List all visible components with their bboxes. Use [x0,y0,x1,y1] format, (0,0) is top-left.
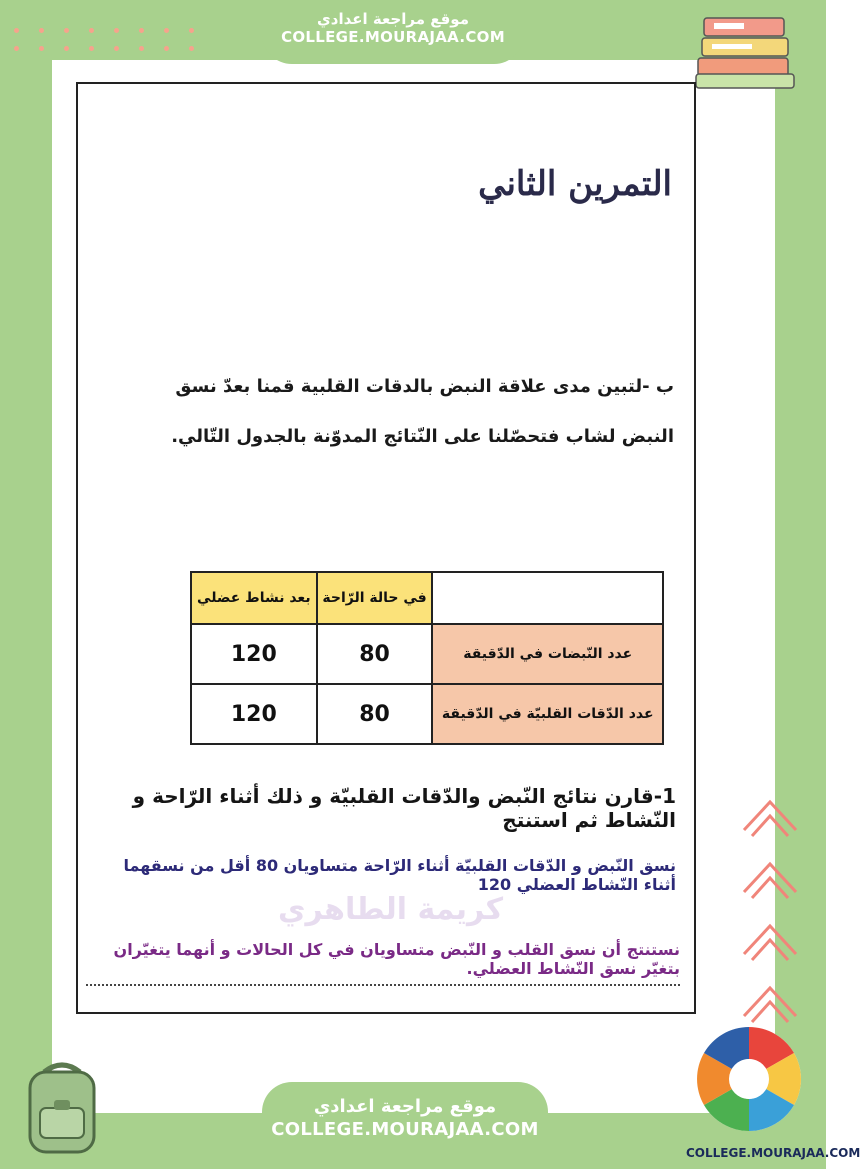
table-cell: 120 [191,684,317,744]
site-domain[interactable]: COLLEGE.MOURAJAA.COM [271,1119,539,1140]
question-1: 1-قارن نتائج النّبض والدّقات القلبيّة و ذلك أثناء الرّاحة و النّشاط ثم استنتج [132,784,676,832]
table-cell: 80 [317,684,433,744]
exercise-document [76,82,696,1014]
table-header-row [191,572,663,624]
site-logo-icon [694,1024,804,1134]
site-name: موقع مراجعة اعدادي [317,10,469,28]
backpack-icon [14,1058,110,1158]
footer-tab [262,1082,548,1169]
table-row [191,684,663,744]
answer-2: نستنتج أن نسق القلب و النّبض متساويان في كل الحالات و أنهما يتغيّران بتغيّر نسق النّشاط العضلي. [86,940,680,986]
table-header-cell: في حالة الرّاحة [317,572,433,624]
chevron-up-icon [740,790,800,838]
site-domain[interactable]: COLLEGE.MOURAJAA.COM [281,28,505,46]
header-tab [262,0,524,64]
table-header-cell [432,572,663,624]
results-table [190,571,664,745]
table-cell: 80 [317,624,433,684]
table-row-label: عدد الدّقات القلبيّة في الدّقيقة [432,684,663,744]
table-header-cell: بعد نشاط عضلي [191,572,317,624]
decorative-dots [14,28,204,58]
chevron-up-icon [740,976,800,1024]
table-cell: 120 [191,624,317,684]
chevron-up-icon [740,852,800,900]
chevron-up-icon [740,914,800,962]
exercise-intro: ب -لتبين مدى علاقة النبض بالدقات القلبية قمنا بعدّ نسق النبض لشاب فتحصّلنا على النّتائج المدوّنة بالجدول التّالي. [171,376,674,447]
exercise-title: التمرين الثاني [478,164,672,204]
table-row-label: عدد النّبضات في الدّقيقة [432,624,663,684]
answer-1: نسق النّبض و الدّقات القلبيّة أثناء الرّاحة متساويان 80 أقل من نسقهما أثناء النّشاط العضلي 120 [123,856,676,894]
watermark: كريمة الطاهري [278,892,504,927]
site-logo-text: COLLEGE.MOURAJAA.COM [686,1146,860,1160]
site-name: موقع مراجعة اعدادي [313,1096,497,1117]
table-row [191,624,663,684]
books-icon [694,12,800,94]
